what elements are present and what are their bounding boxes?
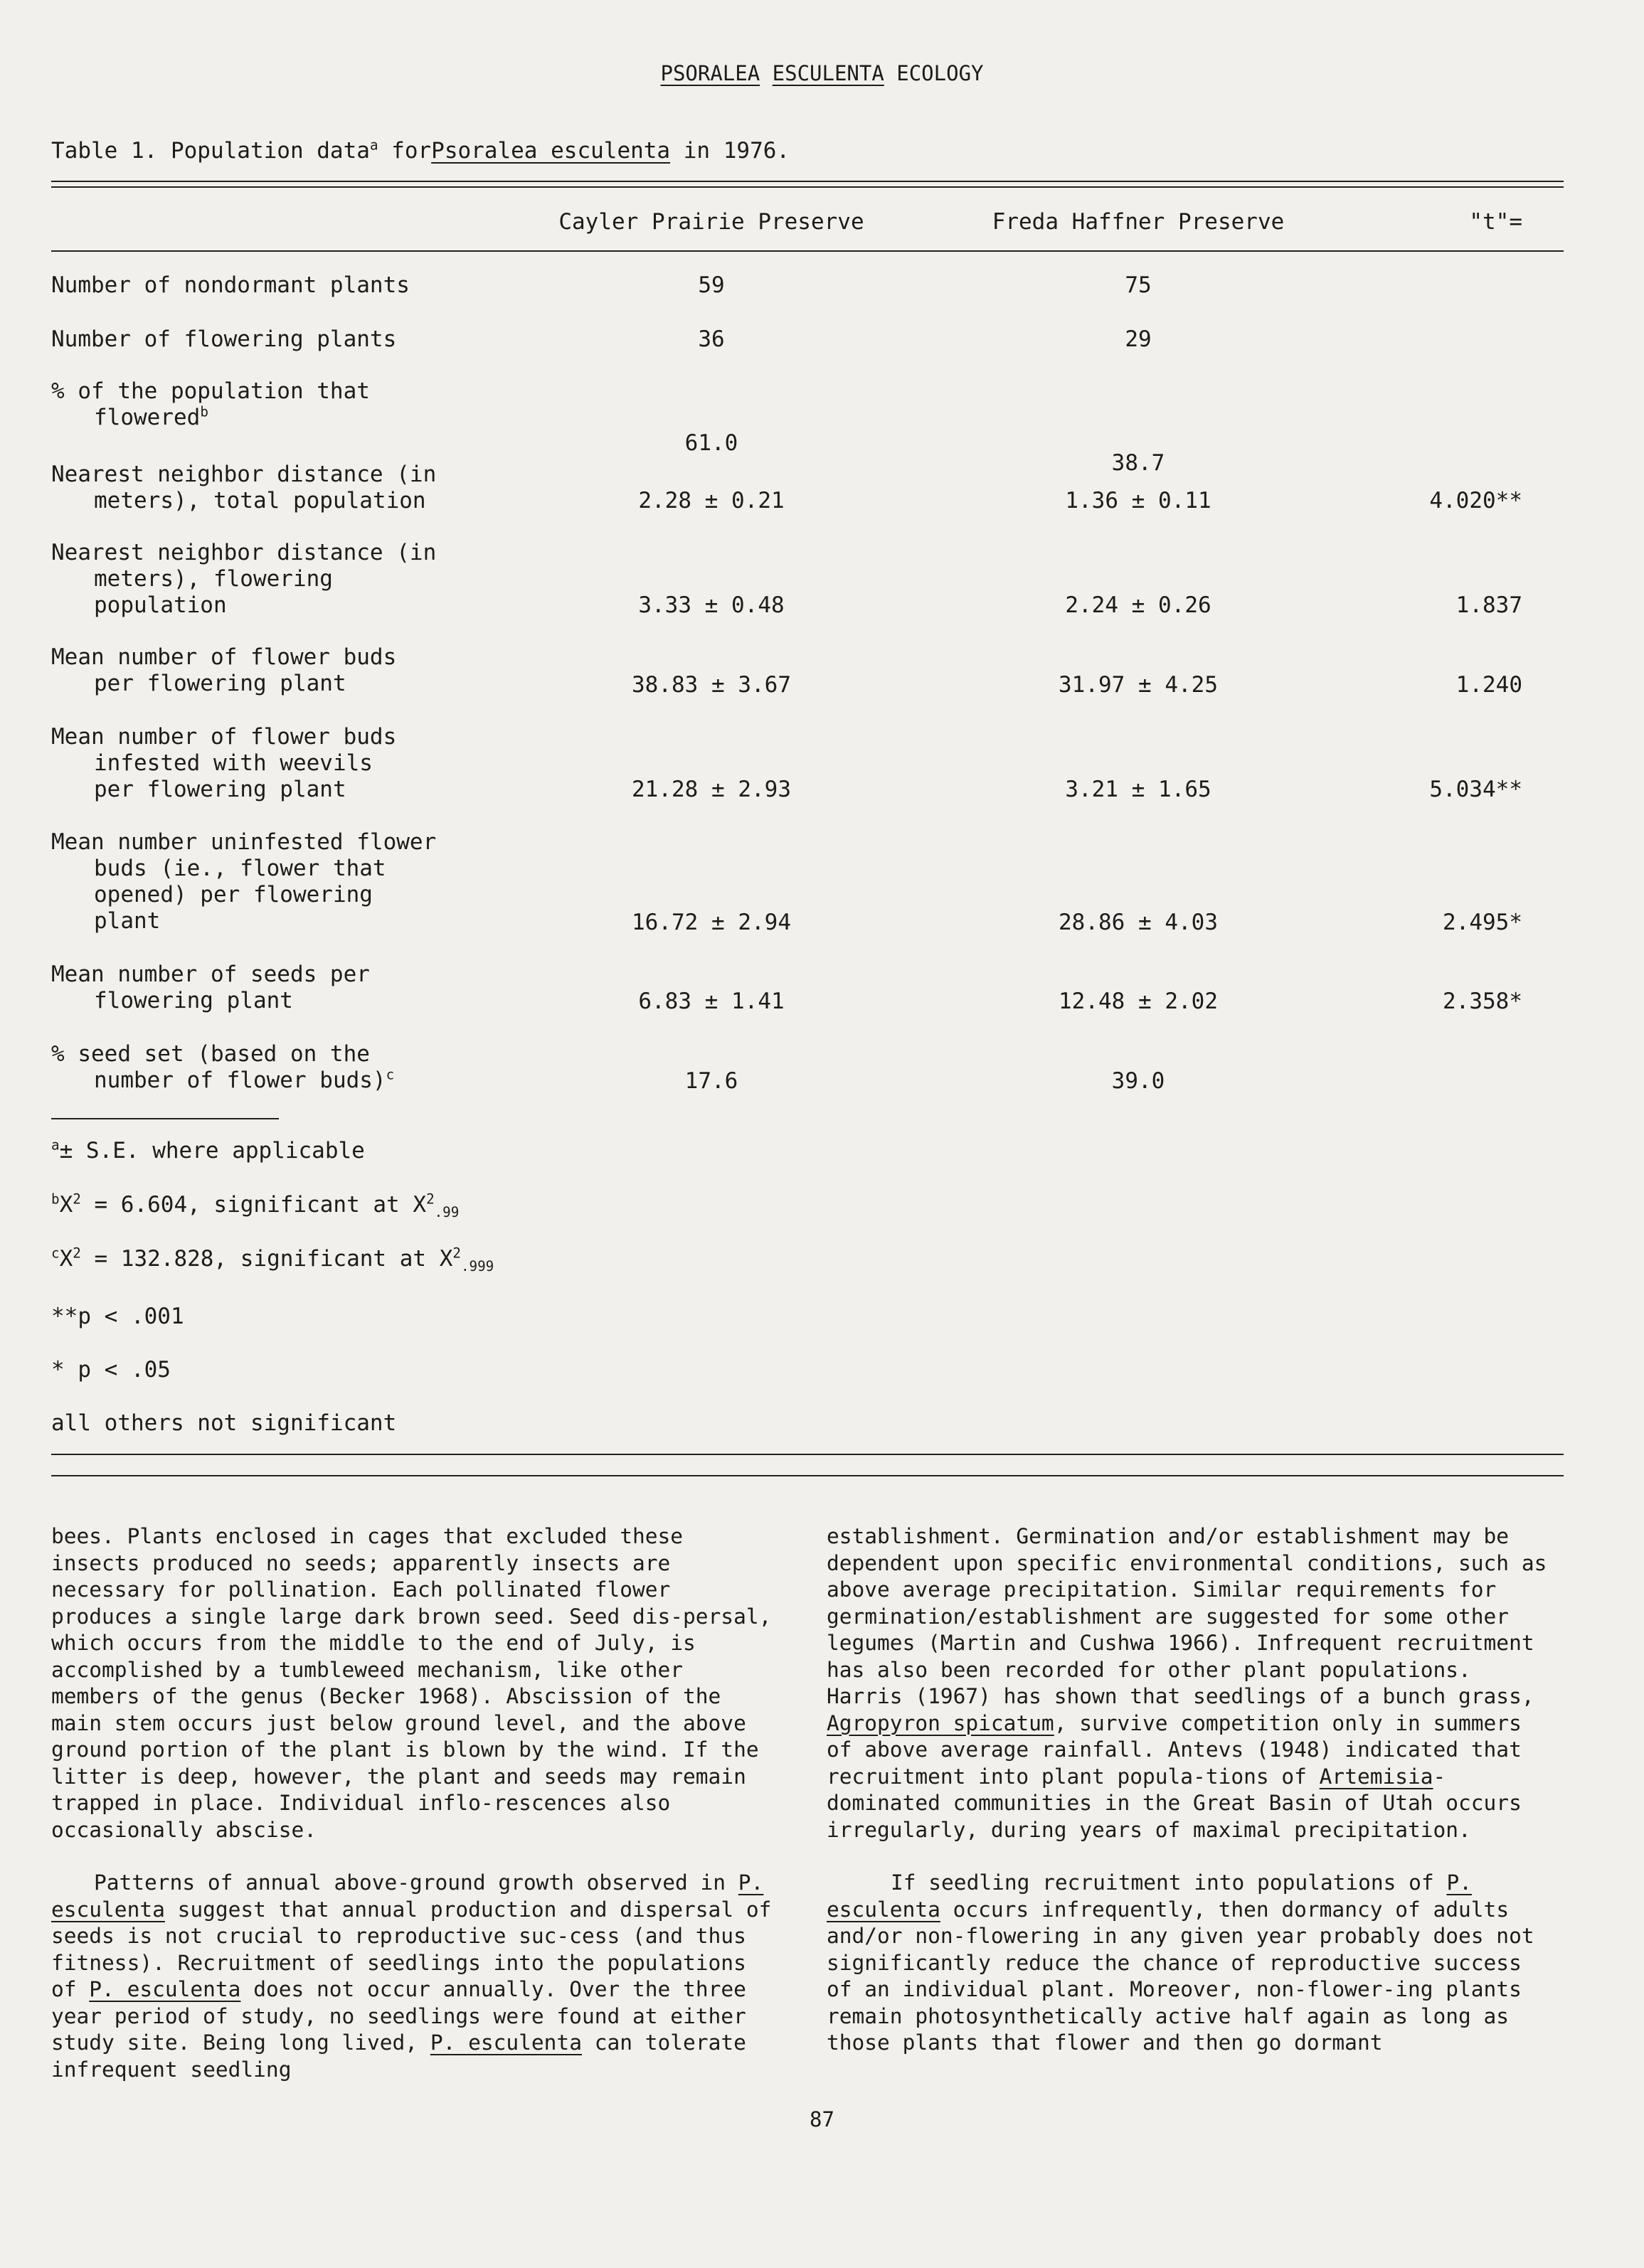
table-cell-haffner: 3.21 ± 1.65 [1065,777,1211,802]
table-row-label: Nearest neighbor distance (in meters), total population [51,462,437,513]
paragraph: Patterns of annual above-ground growth observed in P. esculenta suggest that annual production and dispersal of seeds is not crucial to reproductive suc-cess (and thus fitness). Recruitment of seedlings into the populations of P. esculenta does not occur annually. Over the three year period of study, no seedlings were found at either study site. Being long lived, P. esculenta can tolerate infrequent seedling [51,1870,772,2082]
running-head-topic: ECOLOGY [896,61,984,85]
page-number: 87 [810,2107,834,2131]
right-text-column [827,1523,1549,2057]
table-cell-t: 1.837 [1455,592,1522,618]
table-cell-cayler: 2.28 ± 0.21 [638,488,785,513]
table-cell-haffner: 28.86 ± 4.03 [1059,910,1218,935]
footnote-c: $^cX^2 = 132.828$, significant at $X^2_{.999}$ [51,1245,494,1275]
table-row-label: Mean number of flower buds per flowering plant [51,644,397,696]
footnote-p05: * p < .05 [51,1357,171,1383]
table-row-label: % of the population that flowered$^b$ [51,378,370,430]
paragraph: bees. Plants enclosed in cages that excluded these insects produced no seeds; apparently insects are necessary for pollination. Each pollinated flower produces a single large dark brown seed. Seed dis-persal, which occurs from the middle to the end of July, is accomplished by a tumbleweed mechanism, like other members of the genus (Becker 1968). Abscission of the main stem occurs just below ground level, and the above ground portion of the plant is blown by the wind. If the litter is deep, however, the plant and seeds may remain trapped in place. Individual inflo-rescences also occasionally abscise. [51,1524,772,1842]
footnote-a: $^a$± S.E. where applicable [51,1136,365,1164]
caption-species: Psoralea esculenta [431,138,671,164]
table-cell-haffner: 38.7 [1111,450,1165,476]
table-cell-t: 1.240 [1455,672,1522,698]
table-top-rule-2 [51,186,1564,188]
table-row-label: Number of nondormant plants [51,272,410,298]
table-row-label: Mean number uninfested flower buds (ie., flower that opened) per flowering plant [51,829,437,934]
footnote-rule [51,1118,279,1119]
table-caption [51,138,790,164]
table-cell-haffner: 75 [1125,272,1152,298]
table-cell-t: 5.034** [1429,777,1522,802]
table-bottom-rule [51,1454,1564,1455]
table-cell-cayler: 59 [698,272,725,298]
table-cell-haffner: 31.97 ± 4.25 [1059,672,1218,698]
table-row-label: Number of flowering plants [51,326,397,352]
caption-footnote-mark: a [369,137,378,154]
running-head-genus: PSORALEA [660,61,760,85]
column-header-t: "t"= [1469,209,1522,235]
table-cell-cayler: 17.6 [684,1068,738,1094]
table-cell-t: 2.358* [1443,989,1522,1014]
table-cell-haffner: 12.48 ± 2.02 [1059,989,1218,1014]
table-row-label: % seed set (based on the number of flower buds)$^c$ [51,1041,395,1093]
table-header-rule [51,250,1564,252]
left-text-column [51,1523,773,2083]
table-row-label: Mean number of seeds per flowering plant [51,962,370,1013]
paragraph: establishment. Germination and/or establishment may be dependent upon specific environmental conditions, such as above average precipitation. Similar requirements for germination/establishment are suggested for some other legumes (Martin and Cushwa 1966). Infrequent recruitment has also been recorded for other plant populations. Harris (1967) has shown that seedlings of a bunch grass, Agropyron spicatum, survive competition only in summers of above average rainfall. Antevs (1948) indicated that recruitment into plant popula-tions of Artemisia-dominated communities in the Great Basin of Utah occurs irregularly, during years of maximal precipitation. [827,1524,1547,1842]
table-cell-cayler: 3.33 ± 0.48 [638,592,785,618]
table-row-label: Mean number of flower buds infested with weevils per flowering plant [51,724,397,802]
column-header-cayler: Cayler Prairie Preserve [558,209,864,235]
table-cell-cayler: 36 [698,326,725,352]
table-cell-haffner: 39.0 [1111,1068,1165,1094]
column-header-haffner: Freda Haffner Preserve [992,209,1285,235]
table-row-label: Nearest neighbor distance (in meters), flowering population [51,540,437,618]
table-cell-haffner: 1.36 ± 0.11 [1065,488,1211,513]
table-cell-haffner: 2.24 ± 0.26 [1065,592,1211,618]
paragraph: If seedling recruitment into populations of P. esculenta occurs infrequently, then dormancy of adults and/or non-flowering in any given year probably does not significantly reduce the chance of reproductive success of an individual plant. Moreover, non-flower-ing plants remain photosynthetically active half again as long as those plants that flower and then go dormant [827,1870,1534,2055]
table-cell-cayler: 6.83 ± 1.41 [638,989,785,1014]
table-cell-cayler: 61.0 [684,430,738,456]
table-bottom-rule-2 [51,1475,1564,1476]
table-cell-t: 4.020** [1429,488,1522,513]
caption-suffix: in 1976. [670,138,790,164]
table-cell-cayler: 16.72 ± 2.94 [632,910,791,935]
table-cell-cayler: 21.28 ± 2.93 [632,777,791,802]
caption-prefix: Table 1. Population data [51,138,370,164]
running-head-species: ESCULENTA [772,61,884,85]
table-cell-haffner: 29 [1125,326,1152,352]
footnote-b: $^bX^2 = 6.604$, significant at $X^2_{.99}$ [51,1191,460,1221]
table-cell-cayler: 38.83 ± 3.67 [632,672,791,698]
table-top-rule [51,181,1564,182]
running-head [0,61,1644,85]
footnote-p001: **p < .001 [51,1304,184,1329]
table-cell-t: 2.495* [1443,910,1522,935]
caption-mid: for [378,138,432,164]
footnote-ns: all others not significant [51,1410,397,1436]
